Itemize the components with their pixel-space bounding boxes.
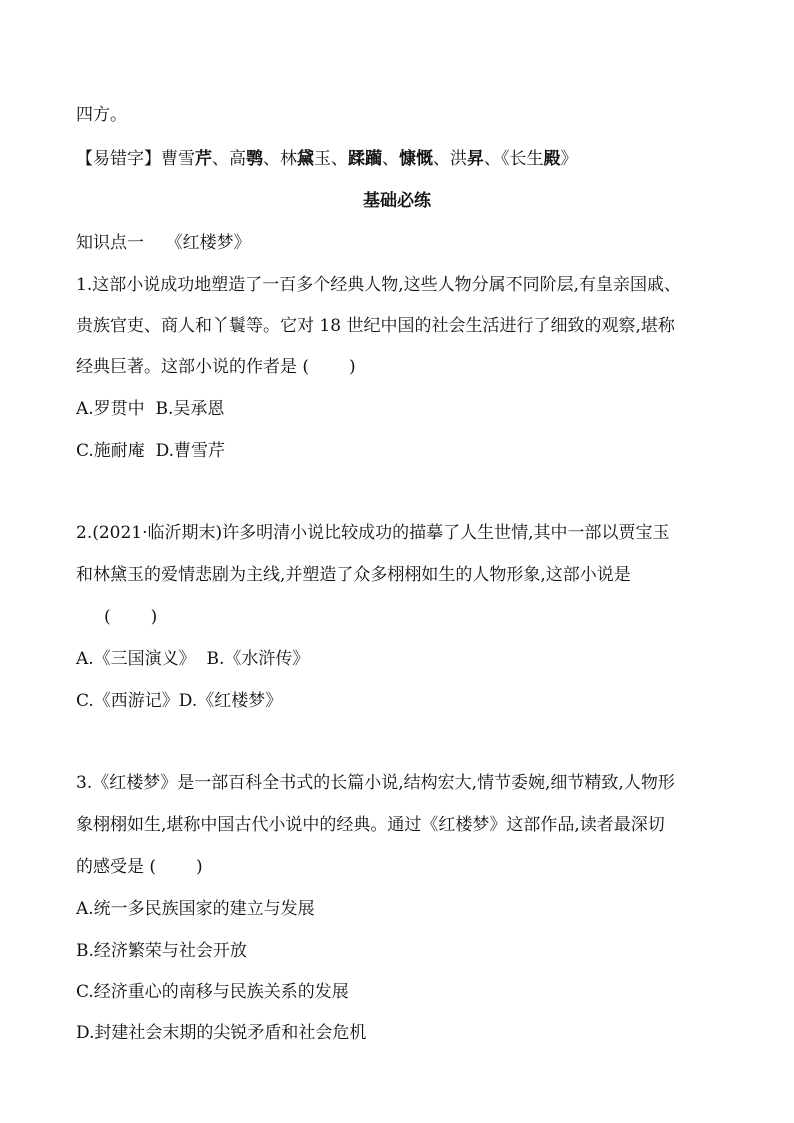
intro-continuation: 四方。: [76, 105, 127, 125]
question-2-options-ab: A.《三国演义》 B.《水浒传》: [76, 649, 310, 669]
bracket-close: ): [196, 857, 203, 877]
question-3-option-a: A.统一多民族国家的建立与发展: [76, 899, 315, 919]
question-3-option-b: B.经济繁荣与社会开放: [76, 941, 247, 961]
knowledge-point-heading: 知识点一 《红楼梦》: [76, 233, 251, 253]
error-prone-item: 昇: [467, 149, 484, 169]
error-prone-item: 曹雪: [161, 149, 195, 169]
bracket-close: ): [349, 357, 356, 377]
error-prone-item: 、高: [212, 149, 246, 169]
error-prone-item: 玉、: [314, 149, 348, 169]
question-3-option-d: D.封建社会末期的尖锐矛盾和社会危机: [76, 1023, 367, 1043]
question-1-line-3: [76, 356, 356, 378]
section-title: 基础必练: [363, 191, 431, 211]
question-2-line-2: 和林黛玉的爱情悲剧为主线,并塑造了众多栩栩如生的人物形象,这部小说是: [76, 565, 631, 585]
error-prone-item: 、林: [263, 149, 297, 169]
question-3-line-2: 象栩栩如生,堪称中国古代小说中的经典。通过《红楼梦》这部作品,读者最深切: [76, 815, 665, 835]
error-prone-item: 蹂躏: [348, 149, 382, 169]
error-prone-item: 殿: [543, 149, 561, 169]
error-prone-label: 【易错字】: [76, 149, 161, 169]
error-prone-item: 、洪: [433, 149, 467, 169]
question-1-options-ab: A.罗贯中 B.吴承恩: [76, 399, 225, 419]
error-prone-item: 、: [382, 149, 399, 169]
error-prone-characters-line: [76, 148, 578, 170]
question-2-line-1: 2.(2021·临沂期末)许多明清小说比较成功的描摹了人生世情,其中一部以贾宝玉: [76, 523, 670, 543]
question-3-option-c: C.经济重心的南移与民族关系的发展: [76, 982, 349, 1002]
question-1-stem-end: 经典巨著。这部小说的作者是 (: [76, 357, 310, 377]
error-prone-item: 慷慨: [399, 149, 433, 169]
question-1-line-1: 1.这部小说成功地塑造了一百多个经典人物,这些人物分属不同阶层,有皇亲国戚、: [76, 275, 682, 295]
question-3-line-3: [76, 856, 203, 878]
error-prone-item: 、《长生: [484, 149, 544, 169]
bracket-close: ): [150, 607, 158, 627]
question-3-stem-end: 的感受是 (: [76, 857, 157, 877]
question-2-bracket-line: [104, 606, 157, 628]
question-2-options-cd: C.《西游记》D.《红楼梦》: [76, 691, 283, 711]
error-prone-item: 黛: [297, 149, 314, 169]
bracket-open: (: [104, 607, 111, 627]
question-1-options-cd: C.施耐庵 D.曹雪芹: [76, 441, 226, 461]
error-prone-item: 芹: [195, 149, 212, 169]
question-1-line-2: 贵族官吏、商人和丫鬟等。它对 18 世纪中国的社会生活进行了细致的观察,堪称: [76, 316, 675, 336]
error-prone-item: 》: [560, 149, 578, 169]
question-3-line-1: 3.《红楼梦》是一部百科全书式的长篇小说,结构宏大,情节委婉,细节精致,人物形: [76, 773, 675, 793]
error-prone-item: 鹗: [246, 149, 263, 169]
